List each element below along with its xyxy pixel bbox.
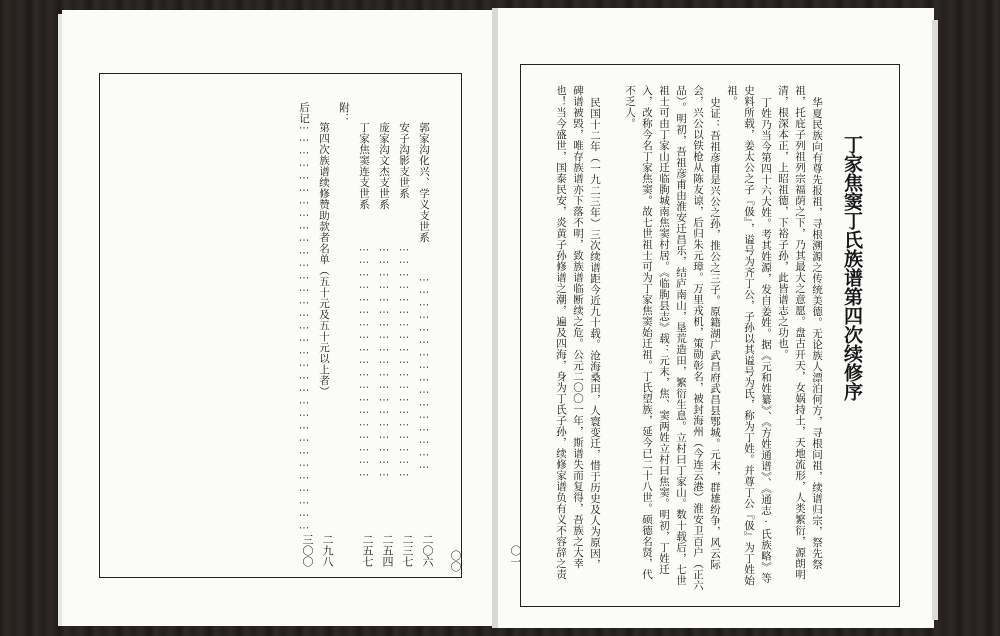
book-spine	[492, 8, 498, 628]
toc-leader: ⋯⋯⋯⋯⋯⋯⋯⋯⋯⋯⋯⋯⋯⋯⋯⋯⋯⋯⋯	[398, 244, 410, 482]
toc-appendix-label: 附：	[338, 102, 350, 124]
toc-leader: ⋯⋯⋯⋯⋯⋯⋯⋯⋯⋯⋯⋯⋯⋯⋯⋯	[418, 274, 430, 474]
toc-leader: ⋯⋯⋯⋯⋯⋯⋯⋯⋯⋯⋯⋯⋯⋯⋯⋯⋯⋯⋯	[358, 244, 370, 482]
toc-entry-title: 庞家沟文杰支世系	[378, 122, 390, 210]
toc-leader: ⋯⋯⋯⋯⋯⋯⋯⋯⋯⋯⋯⋯⋯⋯⋯⋯⋯⋯⋯⋯⋯⋯⋯⋯⋯⋯⋯⋯⋯⋯⋯⋯⋯	[298, 122, 310, 535]
preface-line: 清，根深本正，上昭祖德，下裕子孙，此皆谱志之功也。	[777, 85, 789, 360]
preface-title: 丁家焦窦丁氏族谱第四次续修序	[841, 135, 863, 401]
preface-line: 史证：吾祖彦甫是兴公之孙，推公之三子。原籍湖广武昌府武昌县鄂城。元末，群雄纷争，风云际	[709, 97, 721, 570]
toc-entry-title: 郭家沟化兴、学义支世系	[418, 122, 430, 243]
preface-line: 华夏民族向有尊先报祖，寻根溯源之传统美德。无论族人漂泊何方，寻根问祖，续谱归宗，祭先祭	[811, 97, 823, 570]
preface-line: 丁姓乃当今第四十六大姓。考其姓源，发自姜姓。据《元和姓纂》、《方姓通谱》、《通志·氏族略》等	[760, 97, 772, 584]
toc-entry-page: 三〇〇	[301, 534, 314, 567]
preface-line: 入，改称今名丁家焦窦。故七世祖士可为丁家焦窦始迁祖。丁氏望族，延今已二十八世。硕德名贤，代	[641, 85, 653, 580]
preface-line: 祖。	[726, 85, 738, 107]
toc-entry-page: 二〇六	[421, 534, 434, 567]
toc-entry-title: 第四次族谱续修赞助款者名单（五十元及五十元以上者）	[318, 122, 330, 397]
preface-line: 祖士可由丁家山迁临朐城南焦窦村居。《临朐县志》载：元末，焦、窦两姓立村曰焦窦。明初，丁姓迁	[658, 85, 670, 575]
preface-line: 也！当今盛世，国泰民安，炎黄子孙修谱之潮，遍及四海，身为丁氏子孙，续修家谱负有义不容辞之责	[555, 85, 567, 580]
toc-entry-page: 二三七	[401, 534, 414, 567]
preface-frame	[520, 64, 900, 607]
preface-line: 会，兴公以铁枪从陈友谅，后归朱元璋。万里戎机，策勋彰名，被封海州（今连云港）淮安卫百户（正六	[692, 85, 704, 591]
page-stack-edge	[932, 20, 938, 620]
preface-line: 不乏人。	[624, 85, 636, 129]
left-page-number: 〇〇	[449, 550, 462, 572]
toc-entry-title: 安子沟影支世系	[398, 122, 410, 199]
right-page-number: 〇一	[509, 545, 522, 567]
preface-line: 碑谱被毁，唯存族谱亦下落不明，致族谱临断续之危。公元二〇〇一年，斯谱失而复得，吾族之大幸	[572, 85, 584, 569]
toc-frame	[99, 73, 462, 578]
preface-line: 民国十二年（一九二三年）三次续谱距今近九十载。沧海桑田，人寰变迁，惜于历史及人为原因，	[589, 97, 601, 570]
toc-entry-title: 丁家焦窦连支世系	[358, 122, 370, 210]
preface-line: 品）。明初，吾祖彦甫由淮安迁昌乐，结庐南山，垦荒造田，繁衍生息。立村曰丁家山。数十载后，七世	[675, 85, 687, 586]
preface-line: 祖，托庇子列祖列宗福荫之下，乃其最大之意愿。盘古开天，女娲持土，天地流形，人类繁衍，源朗明	[794, 85, 806, 580]
toc-entry-page: 二五四	[381, 534, 394, 567]
preface-line: 史料所载，姜太公之子『伋』，谥号为齐丁公，子孙以其谥号为氏，称为丁姓。并尊丁公『伋』为丁姓始	[743, 85, 755, 586]
toc-entry-page: 二九八	[321, 534, 334, 567]
toc-leader: ⋯⋯⋯⋯⋯⋯⋯⋯⋯⋯⋯⋯⋯⋯⋯⋯⋯⋯⋯	[378, 244, 390, 482]
toc-entry-title: 后记	[298, 102, 310, 124]
toc-entry-page: 二五七	[361, 534, 374, 567]
